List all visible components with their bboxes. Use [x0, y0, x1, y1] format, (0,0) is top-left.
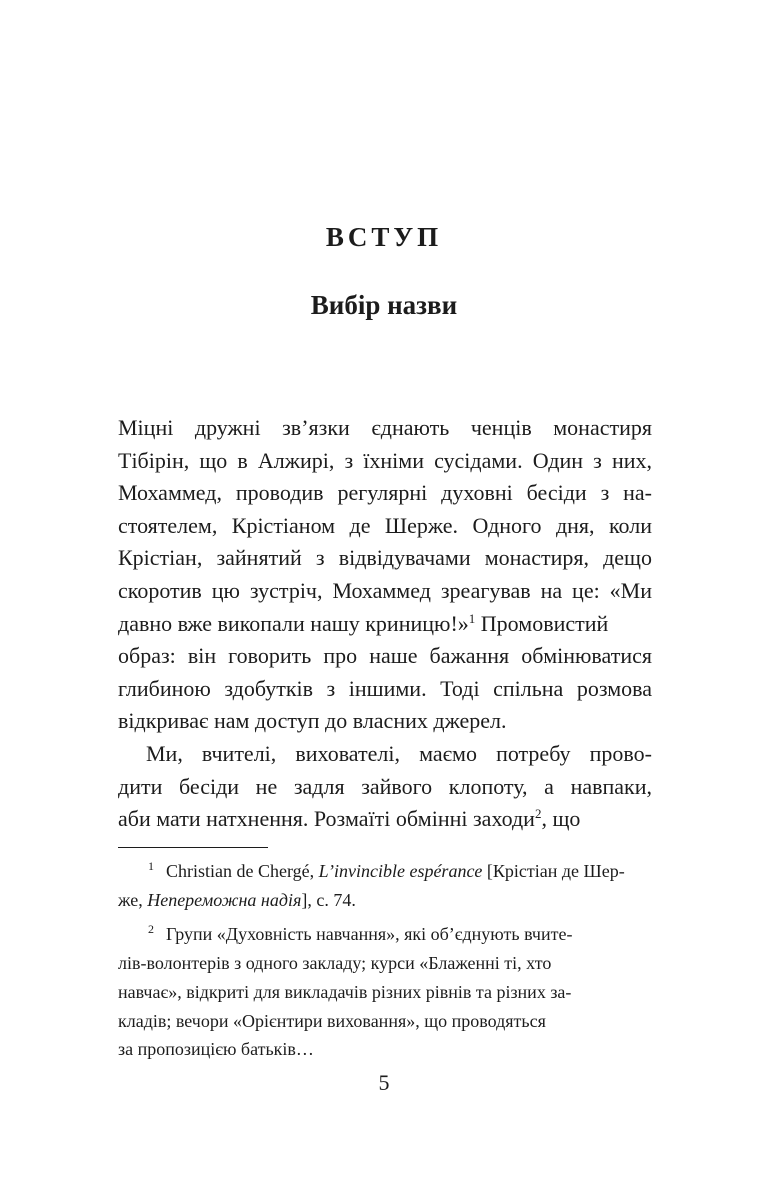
body-text-fragment: давно вже викопали нашу криницю!» [118, 610, 469, 636]
footnote-text: Christian de Chergé, [166, 861, 319, 881]
body-line: глибиною здобутків з іншими. Тоді спільна розмова [118, 675, 652, 701]
footnote-1-continued [118, 886, 652, 915]
body-line: Ми, вчителі, вихователі, маємо потребу прово- [146, 740, 652, 766]
footnote-line: за пропозицією батьків… [118, 1039, 314, 1060]
footnote-line: навчає», відкриті для викладачів різних рівнів та різних за- [118, 981, 572, 1002]
body-text-fragment: Промовистий [480, 610, 609, 636]
body-text [118, 412, 652, 836]
footnote-ref: 1 [468, 610, 476, 626]
footnote-title: L’invincible espérance [318, 861, 483, 881]
body-text-fragment: , що [541, 806, 581, 832]
section-title: Вибір назви [310, 290, 458, 320]
footnote-line: лів-волонтерів з одного закладу; курси «Блаженні ті, хто [118, 953, 552, 974]
footnotes [118, 857, 652, 1064]
page-number: 5 [378, 1070, 390, 1095]
chapter-title: ВСТУП [325, 222, 443, 252]
footnote-number: 1 [148, 859, 154, 873]
footnote-text: же, [118, 889, 148, 910]
body-line: стоятелем, Крістіаном де Шерже. Одного дня, коли [118, 512, 652, 538]
footnote-ref: 2 [534, 806, 542, 822]
body-line: скоротив цю зустріч, Мохаммед зреагував на це: «Ми [118, 577, 652, 603]
footnote-title: Непереможна надія [147, 889, 302, 910]
footnote-text: Групи «Духовність навчання», які об’єднують вчите- [166, 924, 573, 945]
footnote-1 [118, 857, 652, 886]
footnote-divider [118, 847, 268, 848]
body-line: Міцні дружні зв’язки єднають ченців монастиря [118, 415, 652, 440]
body-line: дити бесіди не задля зайвого клопоту, а навпаки, [118, 773, 652, 799]
body-line: образ: він говорить про наше бажання обмінюватися [118, 643, 652, 669]
body-line [118, 608, 652, 641]
footnote-text: ], с. 74. [301, 889, 356, 910]
footnote-line: кладів; вечори «Орієнтири виховання», що проводяться [118, 1010, 546, 1031]
body-line: Тібірін, що в Алжирі, з їхніми сусідами. Один з них, [118, 447, 652, 473]
footnote-text: [Крістіан де Шер- [482, 861, 625, 881]
footnote-number: 2 [148, 922, 154, 937]
body-line: Мохаммед, проводив регулярні духовні бесіди з на- [118, 480, 652, 506]
body-line: відкриває нам доступ до власних джерел. [118, 708, 507, 734]
body-line: Крістіан, зайнятий з відвідувачами монастиря, дещо [118, 545, 652, 571]
body-text-fragment: аби мати натхнення. Розмаїті обмінні заходи [118, 806, 535, 832]
footnote-2 [118, 920, 652, 949]
body-line [118, 803, 652, 836]
